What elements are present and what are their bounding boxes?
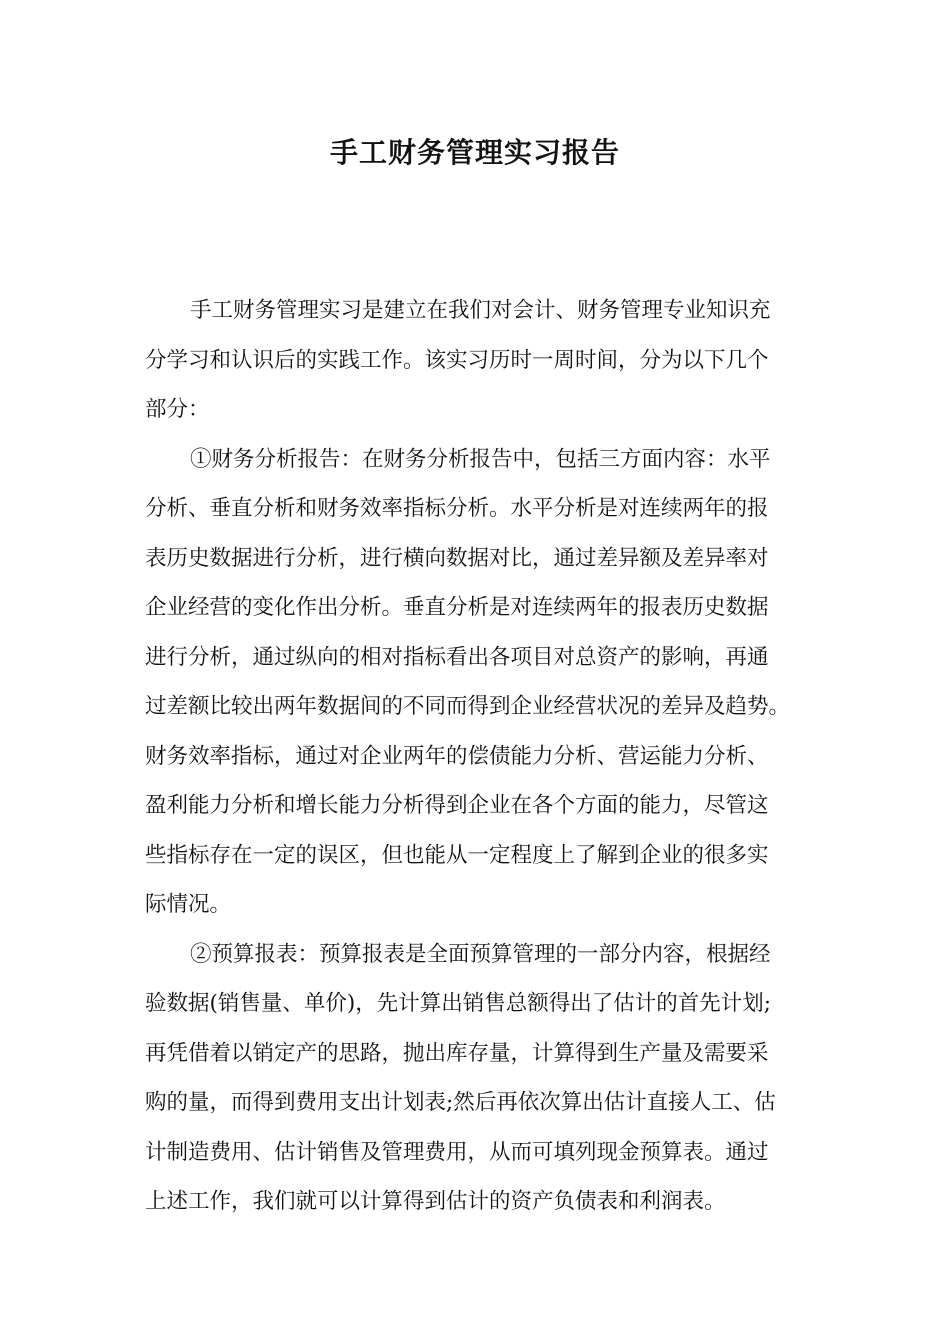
paragraph-line: 表历史数据进行分析，进行横向数据对比，通过差异额及差异率对: [145, 545, 769, 571]
paragraph-line: 盈利能力分析和增长能力分析得到企业在各个方面的能力，尽管这: [145, 793, 769, 818]
paragraph-line: 再凭借着以销定产的思路，抛出库存量，计算得到生产量及需要采: [145, 1040, 769, 1066]
paragraph-line: 些指标存在一定的误区，但也能从一定程度上了解到企业的很多实: [145, 842, 769, 868]
paragraph-line: ②预算报表：预算报表是全面预算管理的一部分内容，根据经: [190, 941, 771, 967]
paragraph-line: 分学习和认识后的实践工作。该实习历时一周时间，分为以下几个: [145, 347, 769, 373]
paragraph-line: 分析、垂直分析和财务效率指标分析。水平分析是对连续两年的报: [145, 496, 769, 521]
paragraph-line: 手工财务管理实习是建立在我们对会计、财务管理专业知识充: [190, 298, 771, 323]
paragraph-line: 购的量，而得到费用支出计划表;然后再依次算出估计直接人工、估: [145, 1090, 776, 1115]
paragraph-line: 部分：: [145, 397, 210, 422]
paragraph-line: 际情况。: [145, 892, 232, 917]
paragraph-line: 过差额比较出两年数据间的不同而得到企业经营状况的差异及趋势。: [145, 694, 791, 719]
paragraph-line: 财务效率指标，通过对企业两年的偿债能力分析、营运能力分析、: [145, 743, 769, 769]
paragraph-line: 验数据(销售量、单价)，先计算出销售总额得出了估计的首先计划;: [145, 991, 772, 1016]
paragraph-line: 计制造费用、估计销售及管理费用，从而可填列现金预算表。通过: [145, 1139, 769, 1165]
document-title: 手工财务管理实习报告: [329, 136, 620, 169]
document-body: [145, 286, 815, 1227]
paragraph-line: 上述工作，我们就可以计算得到估计的资产负债表和利润表。: [145, 1189, 726, 1214]
paragraph-line: 进行分析，通过纵向的相对指标看出各项目对总资产的影响，再通: [145, 644, 769, 670]
paragraph-line: ①财务分析报告：在财务分析报告中，包括三方面内容：水平: [190, 446, 771, 472]
paragraph-line: 企业经营的变化作出分析。垂直分析是对连续两年的报表历史数据: [145, 595, 769, 620]
